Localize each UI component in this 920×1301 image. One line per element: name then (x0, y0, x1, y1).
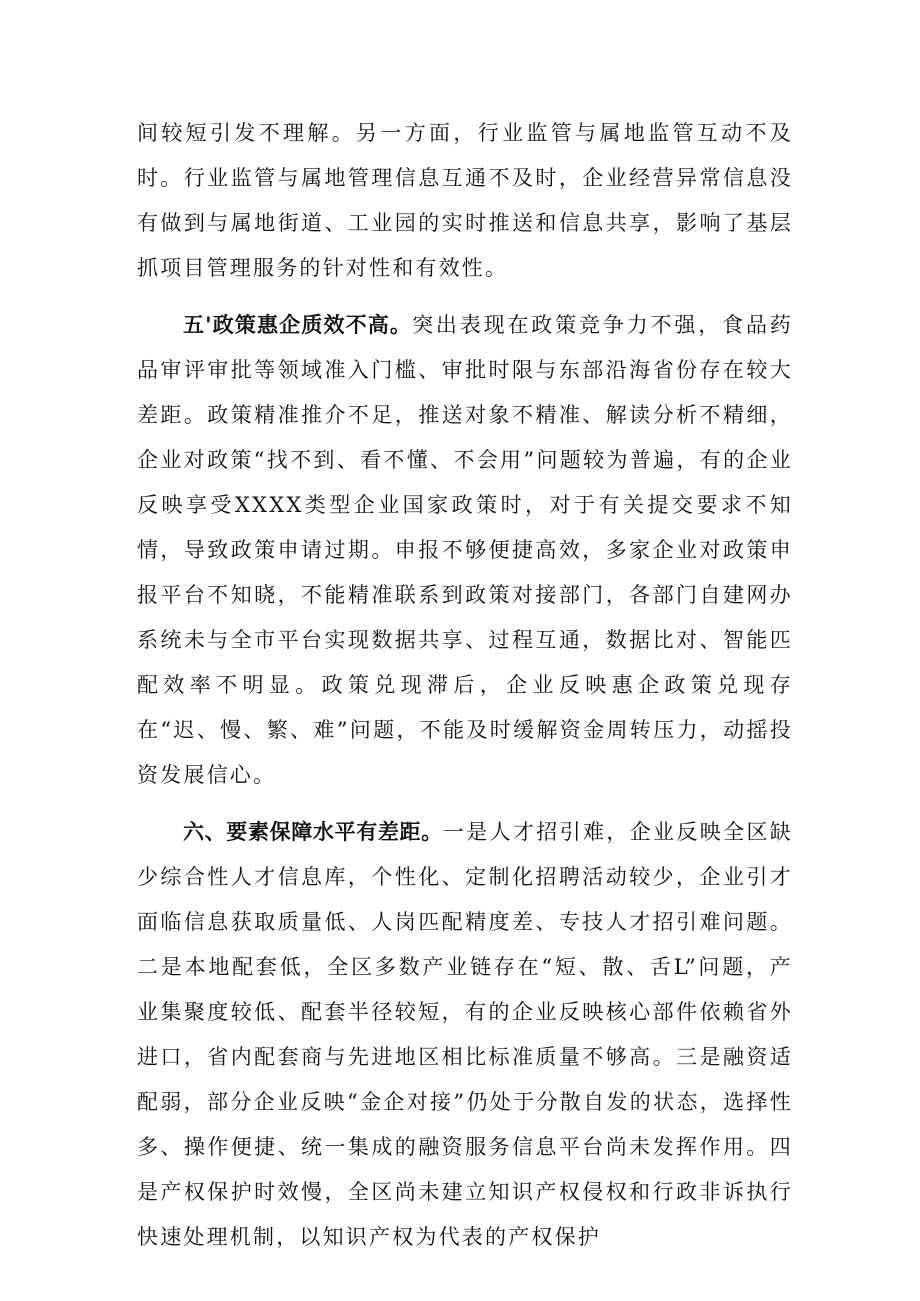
body-text (137, 111, 793, 1260)
paragraph-text: 间较短引发不理解。另一方面，行业监管与属地监管互动不及时。行业监管与属地管理信息互通不及时，企业经营异常信息没有做到与属地街道、工业园的实时推送和信息共享，影响了基层抓项目管理服务的针对性和有效性。 (137, 121, 793, 280)
paragraph-factor-section (137, 810, 793, 1260)
section-heading-five: 五'政策惠企质效不高。 (183, 313, 413, 337)
paragraph-text: 突出表现在政策竞争力不强，食品药品审评审批等领域准入门槛、审批时限与东部沿海省份存在较大差距。政策精准推介不足，推送对象不精准、解读分析不精细，企业对政策“找不到、看不懂、不会用”问题较为普遍，有的企业反映享受XXXX类型企业国家政策时，对于有关提交要求不知情，导致政策申请过期。申报不够便捷高效，多家企业对政策申报平台不知晓，不能精准联系到政策对接部门，各部门自建网办系统未与全市平台实现数据共享、过程互通，数据比对、智能匹配效率不明显。政策兑现滞后，企业反映惠企政策兑现存在“迟、慢、繁、难”问题，不能及时缓解资金周转压力，动摇投资发展信心。 (137, 313, 793, 787)
paragraph-continuation (137, 111, 793, 291)
paragraph-policy-section (137, 303, 793, 798)
section-heading-six: 六、要素保障水平有差距。 (183, 820, 443, 844)
paragraph-text: 一是人才招引难，企业反映全区缺少综合性人才信息库，个性化、定制化招聘活动较少，企业引才面临信息获取质量低、人岗匹配精度差、专技人才招引难问题。二是本地配套低，全区多数产业链存在“短、散、舌L”问题，产业集聚度较低、配套半径较短，有的企业反映核心部件依赖省外进口，省内配套商与先进地区相比标准质量不够高。三是融资适配弱，部分企业反映“金企对接”仍处于分散自发的状态，选择性多、操作便捷、统一集成的融资服务信息平台尚未发挥作用。四是产权保护时效慢，全区尚未建立知识产权侵权和行政非诉执行快速处理机制，以知识产权为代表的产权保护 (137, 820, 794, 1249)
